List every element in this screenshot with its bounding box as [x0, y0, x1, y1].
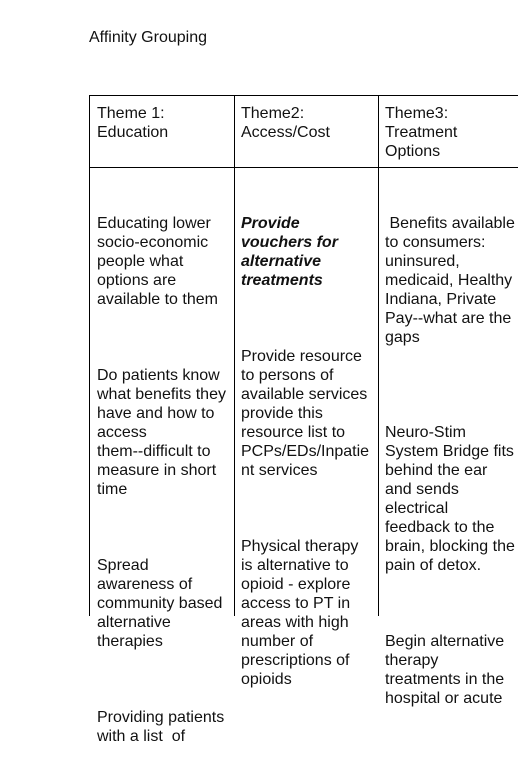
affinity-table: [89, 95, 518, 745]
column-treatment-options-body: [385, 176, 515, 746]
table-cell-paragraph-emphasis: Provide vouchers for alternative treatments: [241, 215, 338, 289]
document-title: Affinity Grouping: [89, 29, 207, 46]
header-theme-3: Theme3: Treatment Options: [385, 105, 458, 160]
table-cell-paragraph: Neuro-Stim System Bridge fits behind the ear and sends electrical feedback to the brain, blocking the pain of detox.: [385, 424, 515, 574]
table-cell-paragraph: Providing patients with a list of: [97, 709, 225, 745]
column-access-cost-body: [241, 176, 369, 727]
header-row-divider: [90, 167, 518, 168]
table-cell-paragraph: Begin alternative therapy treatments in the hospital or acute: [385, 633, 505, 707]
table-cell-paragraph: Provide resource to persons of available services provide this resource list to PCPs/EDs/Inpatie nt services: [241, 348, 370, 479]
column-education-body: [97, 176, 226, 784]
header-theme-1: Theme 1: Education: [97, 105, 169, 141]
table-cell-paragraph: Educating lower socio-economic people what options are available to them: [97, 215, 218, 308]
table-cell-paragraph: Spread awareness of community based alternative therapies: [97, 557, 223, 650]
column-divider: [378, 96, 379, 616]
column-divider: [234, 96, 235, 616]
table-cell-paragraph: Do patients know what benefits they have and how to access them--difficult to measure in short time: [97, 367, 226, 498]
header-theme-2: Theme2: Access/Cost: [241, 105, 330, 141]
table-cell-paragraph: Benefits available to consumers: uninsured, medicaid, Healthy Indiana, Private Pay--what are the gaps: [385, 215, 515, 346]
table-cell-paragraph: Physical therapy is alternative to opioid - explore access to PT in areas with high number of prescriptions of opioids: [241, 538, 359, 688]
